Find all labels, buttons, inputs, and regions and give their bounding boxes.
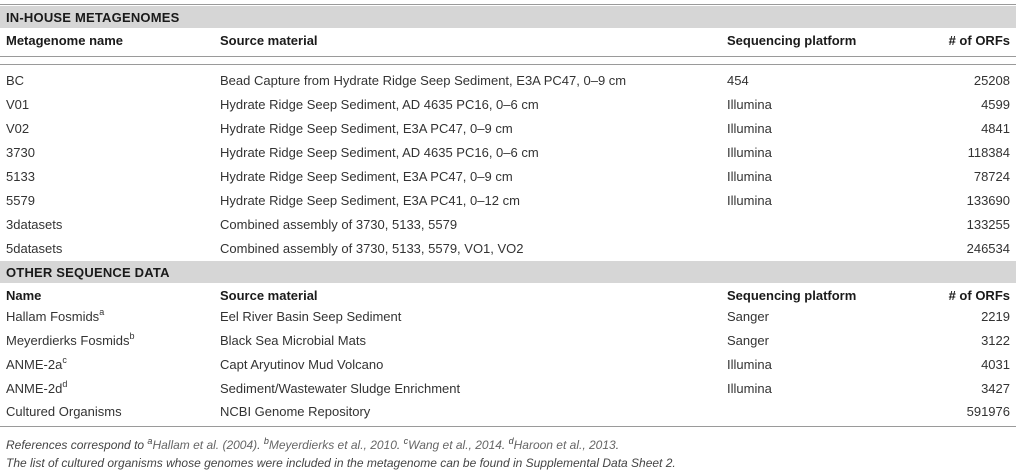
cell-name: 5579	[6, 193, 35, 208]
section-header-in-house	[0, 6, 1016, 28]
section-header-other	[0, 261, 1016, 283]
cell-source: Combined assembly of 3730, 5133, 5579, VO1, VO2	[220, 241, 524, 256]
bottom-rule	[0, 426, 1016, 427]
cell-platform: Illumina	[727, 193, 772, 208]
cell-name: 5133	[6, 169, 35, 184]
cell-orfs: 4599	[981, 97, 1010, 112]
cell-source: NCBI Genome Repository	[220, 404, 371, 419]
col-header-source: Source material	[220, 33, 318, 48]
cell-platform: Illumina	[727, 169, 772, 184]
cell-platform: 454	[727, 73, 749, 88]
cell-orfs: 118384	[967, 145, 1010, 160]
cell-name: BC	[6, 73, 25, 88]
cell-name: V02	[6, 121, 30, 136]
cell-source: Combined assembly of 3730, 5133, 5579	[220, 217, 458, 232]
cell-source: Sediment/Wastewater Sludge Enrichment	[220, 381, 461, 396]
cell-name: Meyerdierks Fosmids$^b$	[6, 331, 135, 348]
citation-link[interactable]: Haroon et al., 2013	[513, 438, 616, 452]
citation-link[interactable]: Hallam et al. (2004)	[152, 438, 258, 452]
column-header-row	[0, 30, 1016, 54]
cell-orfs: 246534	[966, 241, 1010, 256]
cell-source: Hydrate Ridge Seep Sediment, AD 4635 PC16, 0–6 cm	[220, 145, 539, 160]
table-row	[0, 401, 1016, 423]
cell-orfs: 591976	[966, 404, 1010, 419]
col-header-orfs: # of ORFs	[948, 33, 1010, 48]
cell-name: ANME-$2a^c$	[6, 355, 67, 372]
col-header-source: Source material	[220, 288, 318, 303]
top-rule	[0, 4, 1016, 5]
col-header-name: Metagenome name	[6, 33, 124, 48]
cell-name: 3730	[6, 145, 35, 160]
cell-source: Hydrate Ridge Seep Sediment, AD 4635 PC16, 0–6 cm	[220, 97, 539, 112]
col-header-name: Name	[6, 288, 42, 303]
table-row	[0, 214, 1016, 236]
header-rule	[0, 56, 1016, 57]
footnote-marker: a	[99, 307, 105, 317]
cell-name: 3datasets	[6, 217, 63, 232]
cell-platform: Sanger	[727, 309, 769, 324]
table-row	[0, 166, 1016, 188]
cell-source: Hydrate Ridge Seep Sediment, E3A PC47, 0–9 cm	[220, 169, 513, 184]
cell-orfs: 133255	[966, 217, 1010, 232]
cell-name: 5datasets	[6, 241, 63, 256]
footnote-cultured: The list of cultured organisms whose genomes were included in the metagenome can be found in Supplemental Data Sheet 2.	[6, 456, 676, 470]
cell-source: Hydrate Ridge Seep Sediment, E3A PC47, 0–9 cm	[220, 121, 513, 136]
cell-orfs: 3122	[981, 333, 1010, 348]
col-header-platform: Sequencing platform	[727, 288, 857, 303]
header-rule	[0, 64, 1016, 65]
cell-orfs: 4031	[981, 357, 1010, 372]
table-row	[0, 118, 1016, 140]
section-title: IN-HOUSE METAGENOMES	[6, 10, 180, 25]
cell-orfs: 133690	[966, 193, 1010, 208]
citation-link[interactable]: Wang et al., 2014	[408, 438, 502, 452]
col-header-platform: Sequencing platform	[727, 33, 857, 48]
table-row	[0, 142, 1016, 164]
cell-name: Cultured Organisms	[6, 404, 122, 419]
cell-platform: Illumina	[727, 121, 772, 136]
cell-name: V01	[6, 97, 30, 112]
footnote-marker: b	[129, 331, 135, 341]
footnote-marker: c	[62, 355, 67, 365]
cell-platform: Illumina	[727, 97, 772, 112]
cell-name: Hallam Fosmids$^a$	[6, 307, 105, 324]
cell-name: ANME-$2d^d$	[6, 379, 68, 396]
table-row	[0, 378, 1016, 400]
cell-orfs: 4841	[981, 121, 1010, 136]
footnote-references: References correspond to $^a$Hallam et al. (2004). $^b$Meyerdierks et al., 2010. $^c$Wang et al., 2014. $^d$Haroon et al., 2013.	[6, 436, 620, 452]
cell-platform: Illumina	[727, 357, 772, 372]
cell-source: Black Sea Microbial Mats	[220, 333, 366, 348]
citation-link[interactable]: Meyerdierks et al., 2010	[268, 438, 397, 452]
cell-orfs: 78724	[973, 169, 1010, 184]
cell-orfs: 2219	[981, 309, 1010, 324]
cell-source: Bead Capture from Hydrate Ridge Seep Sediment, E3A PC47, 0–9 cm	[220, 73, 627, 88]
section-title: OTHER SEQUENCE DATA	[6, 265, 170, 280]
table-row	[0, 330, 1016, 352]
table-row	[0, 306, 1016, 328]
table-row	[0, 238, 1016, 260]
footnote-marker: d	[62, 379, 68, 389]
cell-orfs: 25208	[973, 73, 1010, 88]
table-row	[0, 190, 1016, 212]
cell-platform: Illumina	[727, 381, 772, 396]
table-row	[0, 70, 1016, 92]
table-row	[0, 354, 1016, 376]
col-header-orfs: # of ORFs	[948, 288, 1010, 303]
cell-source: Eel River Basin Seep Sediment	[220, 309, 402, 324]
table-row	[0, 94, 1016, 116]
cell-platform: Sanger	[727, 333, 769, 348]
cell-source: Hydrate Ridge Seep Sediment, E3A PC41, 0–12 cm	[220, 193, 520, 208]
cell-orfs: 3427	[981, 381, 1010, 396]
cell-platform: Illumina	[727, 145, 772, 160]
cell-source: Capt Aryutinov Mud Volcano	[220, 357, 384, 372]
